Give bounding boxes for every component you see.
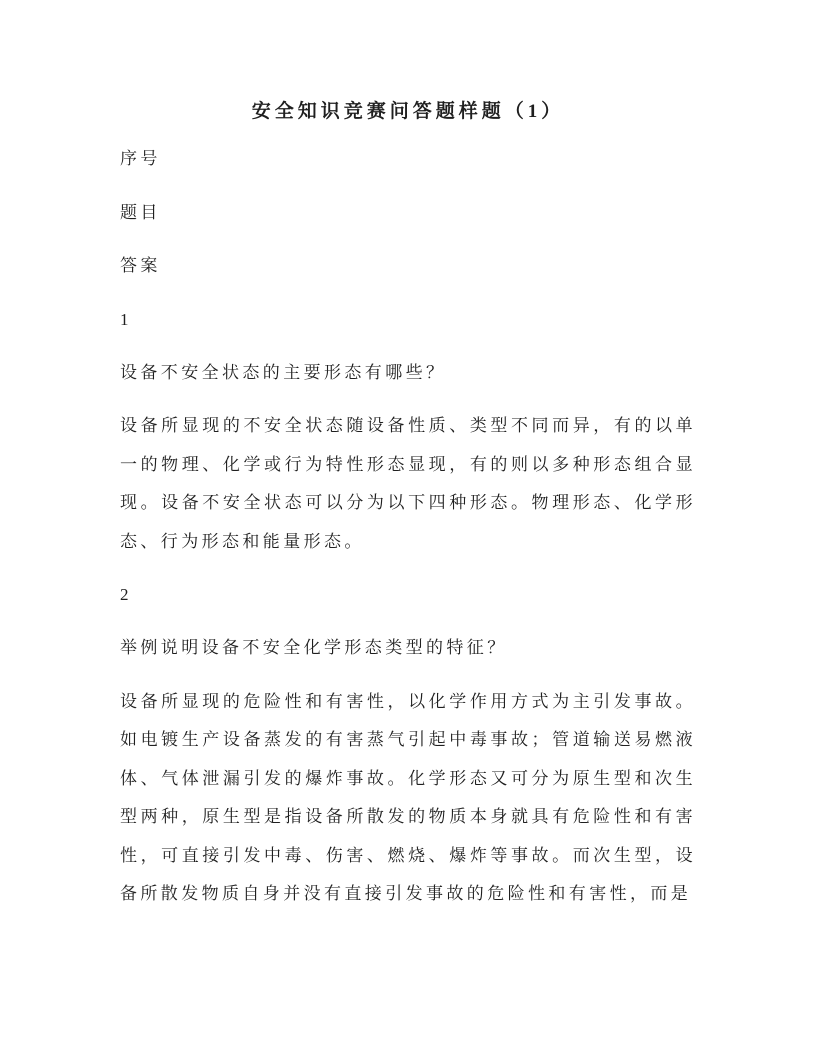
answer-2-text: 设备所显现的危险性和有害性，以化学作用方式为主引发事故。如电镀生产设备蒸发的有害蒸气引起中毒事故；管道输送易燃液体、气体泄漏引发的爆炸事故。化学形态又可分为原生型和次生型两种，原生型是指设备所散发的物质本身就具有危险性和有害性，可直接引发中毒、伤害、燃烧、爆炸等事故。而次生型，设备所散发物质自身并没有直接引发事故的危险性和有害性，而是 [120, 691, 696, 903]
answer-1-text: 设备所显现的不安全状态随设备性质、类型不同而异，有的以单一的物理、化学或行为特性形态显现，有的则以多种形态组合显现。设备不安全状态可以分为以下四种形态。物理形态、化学形态、行为形态和能量形态。 [120, 416, 696, 551]
question-1-number: 1 [120, 309, 132, 329]
question-2-number: 2 [120, 585, 132, 605]
column-label-answer: 答案 [120, 256, 161, 276]
column-label-serial: 序号 [120, 149, 161, 169]
question-1-text: 设备不安全状态的主要形态有哪些？ [120, 363, 447, 383]
column-label-question: 题目 [120, 202, 161, 222]
document-title: 安全知识竞赛问答题样题（1） [251, 101, 565, 122]
question-2-text: 举例说明设备不安全化学形态类型的特征？ [120, 638, 508, 658]
